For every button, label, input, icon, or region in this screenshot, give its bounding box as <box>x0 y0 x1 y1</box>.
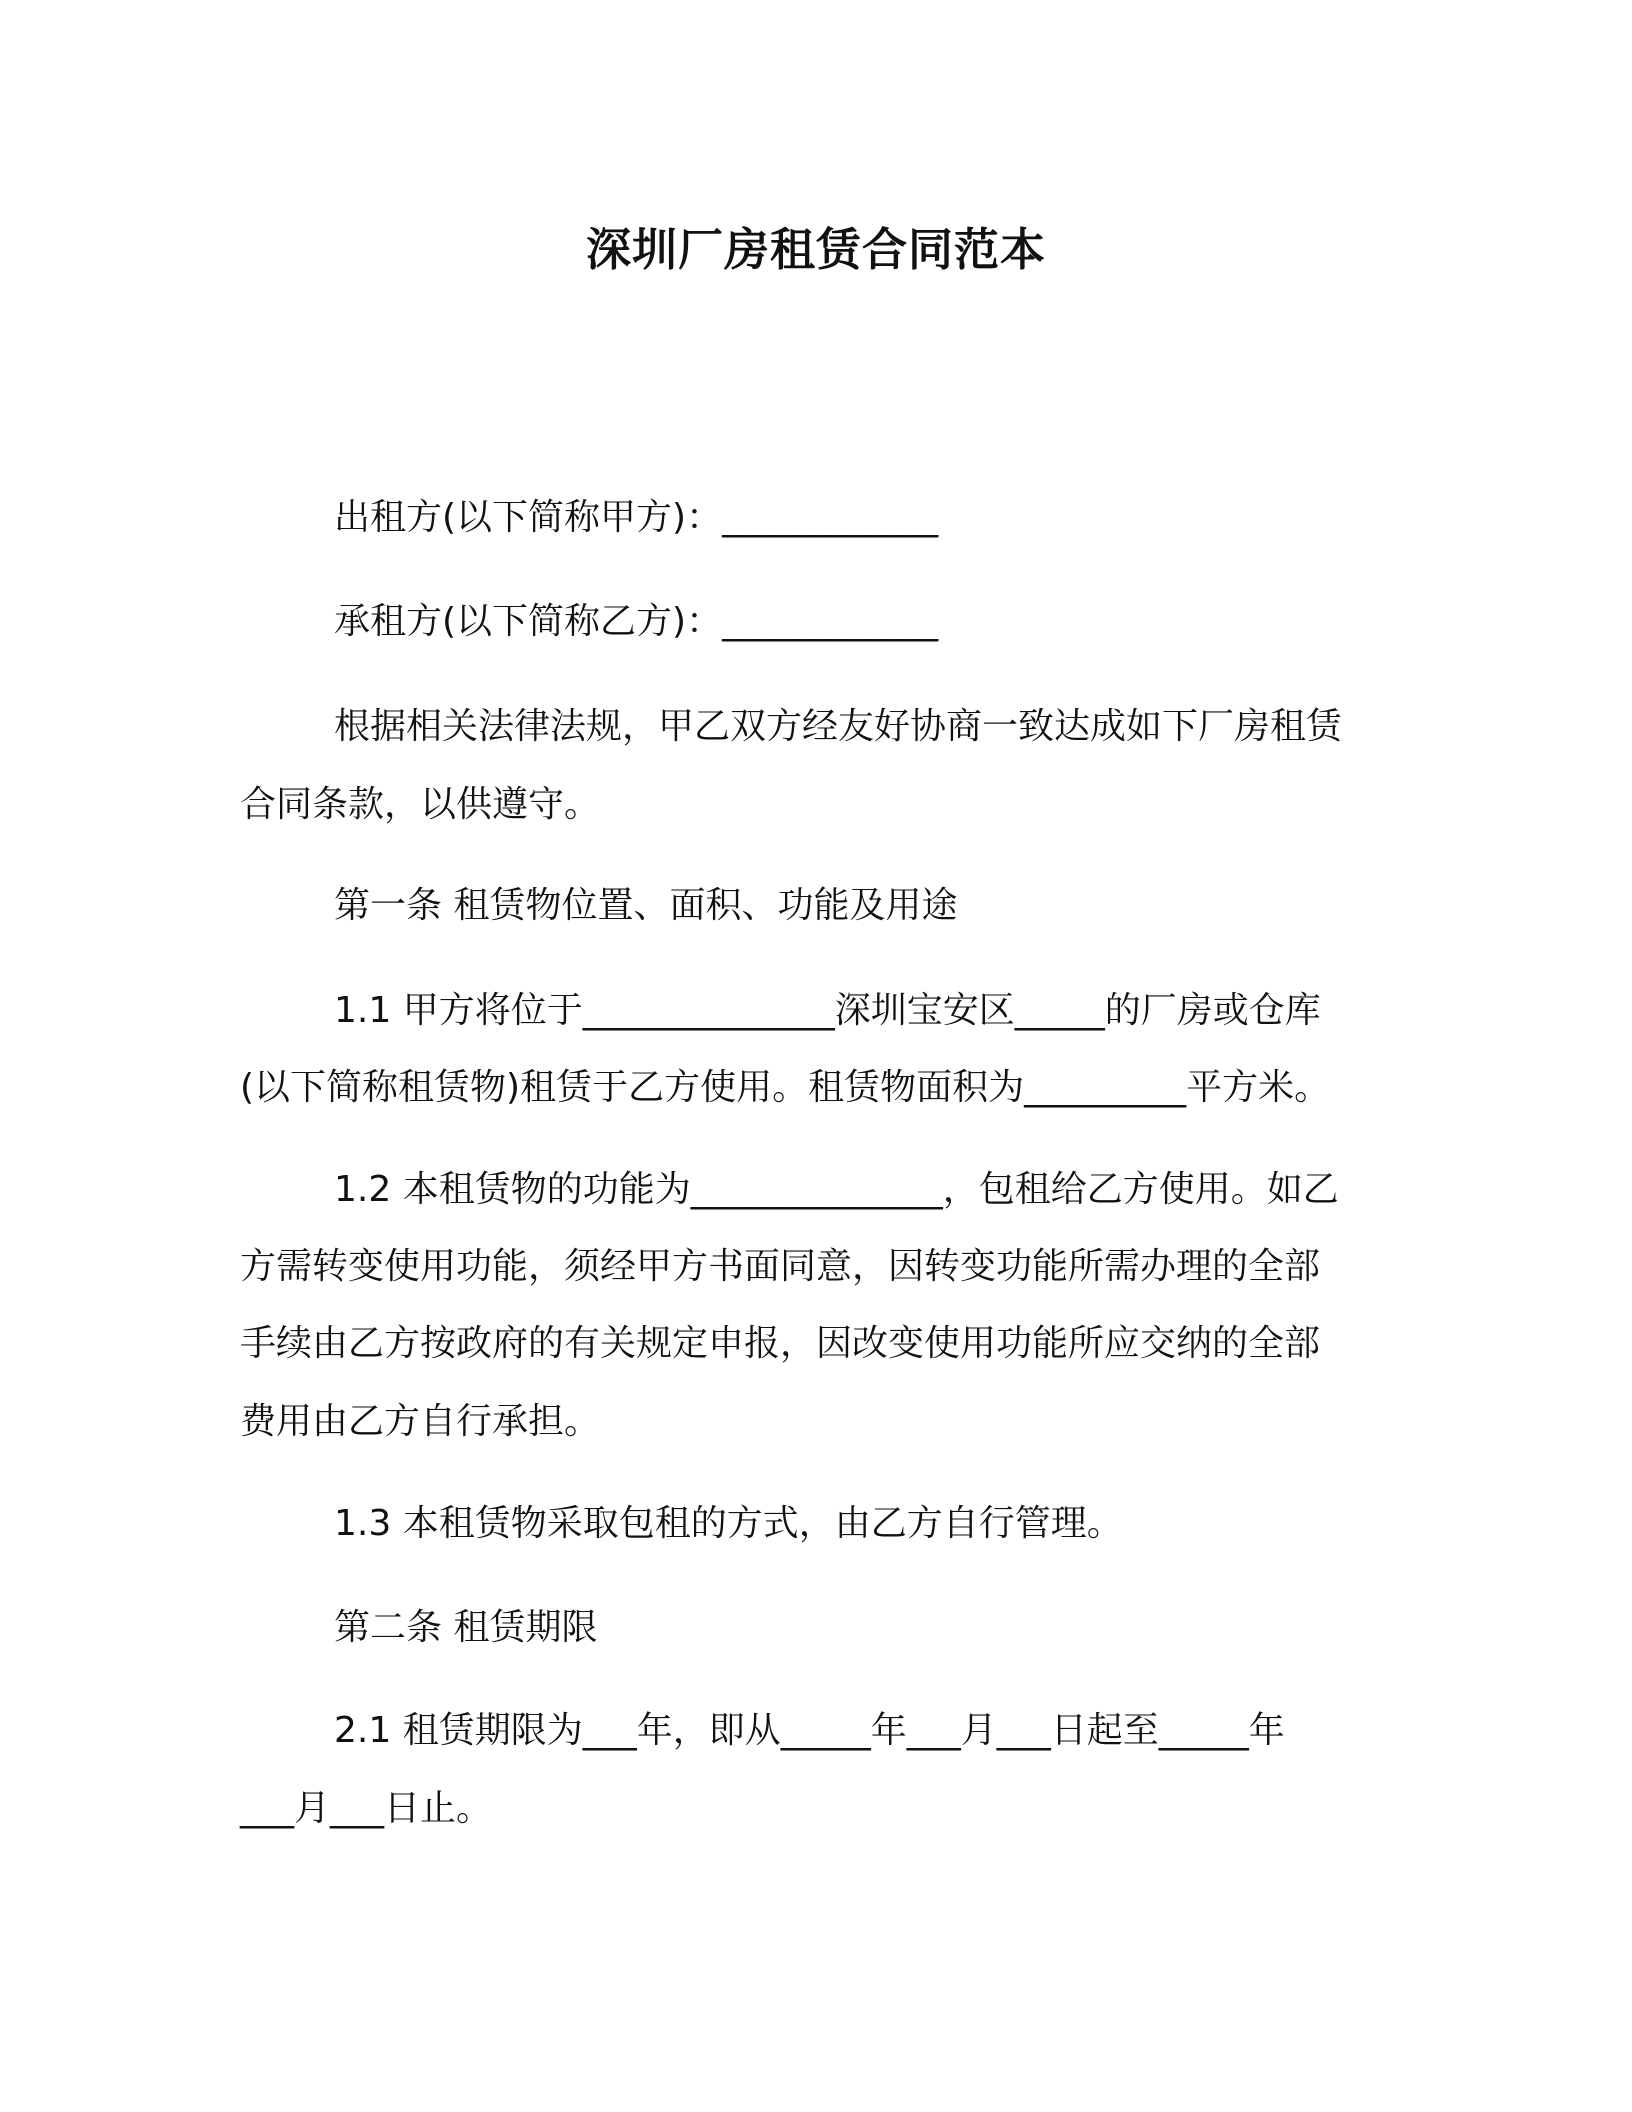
lessor-line: 出租方(以下简称甲方)：____________ <box>334 497 939 538</box>
clause-1-1-line-2: (以下简称租赁物)租赁于乙方使用。租赁物面积为_________平方米。 <box>240 1067 1331 1108</box>
preamble-line-2: 合同条款，以供遵守。 <box>240 784 601 825</box>
clause-1-2-line-2: 方需转变使用功能，须经甲方书面同意，因转变功能所需办理的全部 <box>240 1246 1321 1287</box>
clause-2-1-line-2: ___月___日止。 <box>240 1788 493 1829</box>
clause-1-1-line-1: 1.1 甲方将位于______________深圳宝安区_____的厂房或仓库 <box>334 990 1321 1031</box>
article-1-heading: 第一条 租赁物位置、面积、功能及用途 <box>334 885 958 926</box>
lessee-line: 承租方(以下简称乙方)：____________ <box>334 601 939 642</box>
clause-2-1-line-1: 2.1 租赁期限为___年，即从_____年___月___日起至_____年 <box>334 1710 1285 1751</box>
article-2-heading: 第二条 租赁期限 <box>334 1607 598 1648</box>
clause-1-2-line-4: 费用由乙方自行承担。 <box>240 1401 601 1442</box>
clause-1-2-line-1: 1.2 本租赁物的功能为______________，包租给乙方使用。如乙 <box>334 1169 1339 1210</box>
clause-1-3-line: 1.3 本租赁物采取包租的方式，由乙方自行管理。 <box>334 1503 1123 1544</box>
clause-1-2-line-3: 手续由乙方按政府的有关规定申报，因改变使用功能所应交纳的全部 <box>240 1323 1321 1364</box>
preamble-line-1: 根据相关法律法规，甲乙双方经友好协商一致达成如下厂房租赁 <box>334 706 1343 747</box>
document-title: 深圳厂房租赁合同范本 <box>585 223 1046 276</box>
